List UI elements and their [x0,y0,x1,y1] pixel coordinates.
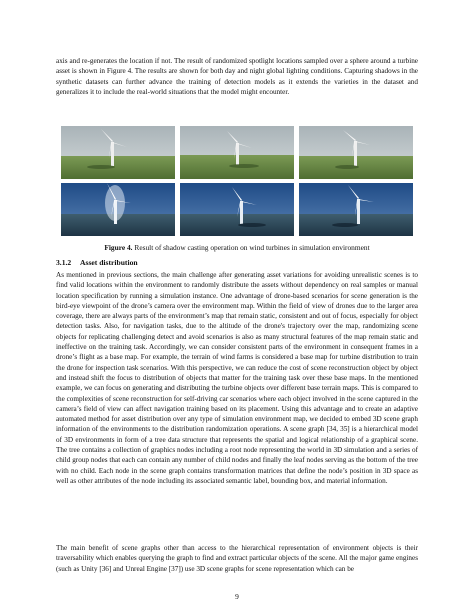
section-title: Asset distribution [80,258,138,267]
wind-turbine-day-image [61,126,175,179]
figure-image-grid [61,126,413,238]
paragraph-asset-distribution: As mentioned in previous sections, the main challenge after generating asset variations for avoiding unrealistic scenes is to find valid locations within the environment to randomly distribute the assets without dependency on real samples or manual location specification by running a simulation instance. One advantage of drone-based scenarios for scene generation is the bird-eye viewpoint of the drone’s camera over the environment map. Within the field of view of drones due to the larger area coverage, there are always parts of the environment’s map that remain static, consistent and out of focus, especially for object detection tasks. Also, for navigation tasks, due to the altitude of the drone's trajectory over the map, randomizing scene objects for replicating challenging detect and avoid scenarios is also as many structural features of the map remain static and ineffective on the training task. Accordingly, we can consider consistent parts of the environment in consequent frames in a drone’s flight as a base map. For example, the terrain of wind farms is considered a base map for turbine distribution to train the drone for inspection task scenarios. With this perspective, we can reduce the cost of scene reconstruction object by object and instead shift the focus to distribution of objects that matter for the training task over these base maps. In the mentioned example, we can focus on generating and distributing the turbine objects over different base terrain maps. This is compared to the complexities of scene reconstruction for self-driving car scenarios where each object involved in the scene captured in the camera’s field of view can affect navigation training based on its placement. Using this advantage and to create an adaptive automated method for asset distribution over any type of simulation environment map, we decided to embed 3D scene graph information of the environments to the distribution randomization operations. A scene graph [34, 35] is a hierarchical model of 3D environments in form of a tree data structure that represents the spatial and logical relationship of a graphical scene. The tree contains a collection of graphics nodes including a root node representing the world in 3D simulation and a series of child group nodes that each can contain any number of child nodes and finally the leaf nodes serving as the bottom of the tree with no child. Each node in the scene graph contains transformation matrices that define the node’s position in 3D space as well as other attributes of the node including its associated semantic label, bounding box, and material information. [56,271,418,485]
page-number: 9 [235,592,239,601]
figure-caption-text: Result of shadow casting operation on wind turbines in simulation environment [132,243,370,252]
paragraph-intro: axis and re-generates the location if not. The result of randomized spotlight locations sampled over a sphere around a turbine asset is shown in Figure 4. The results are shown for both day and night global lighting conditions. Capturing shadows in the synthetic datasets can further advance the training of detection models as it extends the varieties in the dataset and generalizes it to include the real-world situations that the model might encounter. [56,57,418,96]
wind-turbine-day-image [299,126,413,179]
figure-label: Figure 4. [104,243,133,252]
section-heading [56,258,418,267]
day-image-3 [299,126,413,179]
night-image-1 [61,183,175,236]
wind-turbine-night-image [180,183,294,236]
night-image-2 [180,183,294,236]
paragraph-scene-graphs: The main benefit of scene graphs other than access to the hierarchical representation of environment objects is their traversability which enables querying the graph to find and extract particular objects of the scene. All the major game engines (such as Unity [36] and Unreal Engine [37]) use 3D scene graphs for scene representation which can be [56,544,418,573]
wind-turbine-night-image [299,183,413,236]
wind-turbine-day-image [180,126,294,179]
figure-caption [56,243,418,252]
wind-turbine-night-image [61,183,175,236]
section-number: 3.1.2 [56,258,72,267]
day-image-2 [180,126,294,179]
night-image-3 [299,183,413,236]
day-image-1 [61,126,175,179]
